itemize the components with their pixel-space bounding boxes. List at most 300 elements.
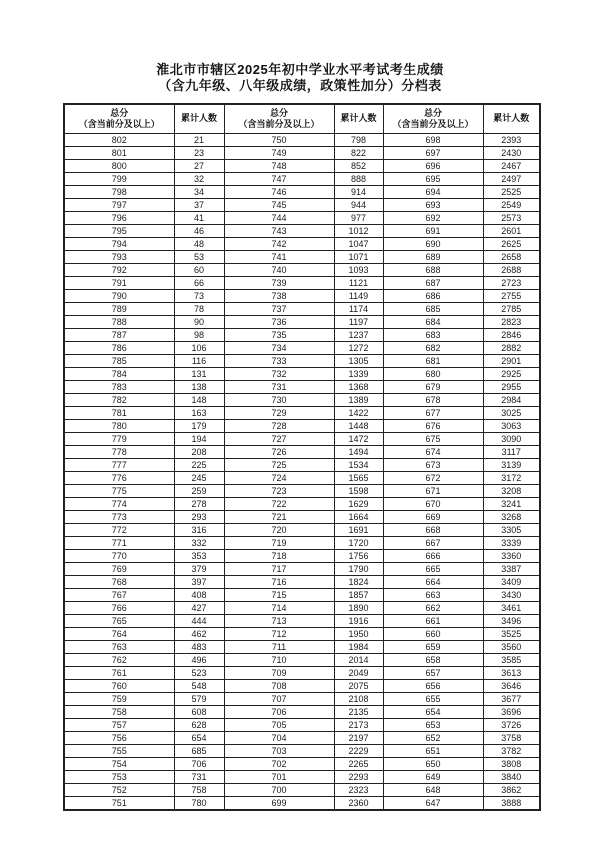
count-cell: 32 xyxy=(174,172,224,185)
score-cell: 796 xyxy=(64,211,174,224)
count-cell: 3117 xyxy=(483,445,540,458)
count-cell: 3360 xyxy=(483,549,540,562)
count-cell: 2846 xyxy=(483,328,540,341)
count-cell: 1664 xyxy=(334,510,383,523)
score-cell: 793 xyxy=(64,250,174,263)
count-cell: 1691 xyxy=(334,523,383,536)
score-header-1 xyxy=(64,104,174,133)
count-cell: 179 xyxy=(174,419,224,432)
count-cell: 3090 xyxy=(483,432,540,445)
table-row xyxy=(64,679,540,692)
score-cell: 716 xyxy=(224,575,334,588)
score-cell: 721 xyxy=(224,510,334,523)
count-cell: 3409 xyxy=(483,575,540,588)
score-cell: 775 xyxy=(64,484,174,497)
score-cell: 687 xyxy=(383,276,483,289)
score-cell: 730 xyxy=(224,393,334,406)
score-cell: 783 xyxy=(64,380,174,393)
score-cell: 665 xyxy=(383,562,483,575)
count-cell: 1272 xyxy=(334,341,383,354)
table-row xyxy=(64,432,540,445)
table-row xyxy=(64,315,540,328)
table-header-row xyxy=(64,104,540,133)
count-cell: 3305 xyxy=(483,523,540,536)
score-cell: 731 xyxy=(224,380,334,393)
table-row xyxy=(64,614,540,627)
score-cell: 773 xyxy=(64,510,174,523)
score-cell: 758 xyxy=(64,705,174,718)
count-cell: 2549 xyxy=(483,198,540,211)
count-cell: 2135 xyxy=(334,705,383,718)
table-row xyxy=(64,445,540,458)
score-cell: 725 xyxy=(224,458,334,471)
table-row xyxy=(64,627,540,640)
score-cell: 787 xyxy=(64,328,174,341)
score-cell: 777 xyxy=(64,458,174,471)
table-row xyxy=(64,471,540,484)
score-cell: 742 xyxy=(224,237,334,250)
score-cell: 682 xyxy=(383,341,483,354)
table-row xyxy=(64,198,540,211)
score-cell: 798 xyxy=(64,185,174,198)
table-row xyxy=(64,211,540,224)
score-cell: 701 xyxy=(224,770,334,783)
table-row xyxy=(64,757,540,770)
count-cell: 548 xyxy=(174,679,224,692)
count-cell: 34 xyxy=(174,185,224,198)
table-row xyxy=(64,276,540,289)
count-cell: 1422 xyxy=(334,406,383,419)
score-cell: 789 xyxy=(64,302,174,315)
table-row xyxy=(64,302,540,315)
count-cell: 1720 xyxy=(334,536,383,549)
score-cell: 797 xyxy=(64,198,174,211)
table-row xyxy=(64,159,540,172)
score-cell: 695 xyxy=(383,172,483,185)
count-cell: 579 xyxy=(174,692,224,705)
count-cell: 208 xyxy=(174,445,224,458)
count-cell: 2430 xyxy=(483,146,540,159)
count-cell: 225 xyxy=(174,458,224,471)
score-cell: 689 xyxy=(383,250,483,263)
count-cell: 496 xyxy=(174,653,224,666)
score-cell: 788 xyxy=(64,315,174,328)
score-cell: 654 xyxy=(383,705,483,718)
score-cell: 715 xyxy=(224,588,334,601)
count-cell: 1984 xyxy=(334,640,383,653)
score-cell: 774 xyxy=(64,497,174,510)
score-cell: 676 xyxy=(383,419,483,432)
count-cell: 2723 xyxy=(483,276,540,289)
score-cell: 699 xyxy=(224,796,334,810)
count-cell: 1389 xyxy=(334,393,383,406)
score-cell: 709 xyxy=(224,666,334,679)
count-cell: 148 xyxy=(174,393,224,406)
score-cell: 743 xyxy=(224,224,334,237)
score-header-sublabel: （含当前分及以上） xyxy=(238,118,320,129)
table-row xyxy=(64,601,540,614)
score-cell: 729 xyxy=(224,406,334,419)
count-cell: 259 xyxy=(174,484,224,497)
table-row xyxy=(64,341,540,354)
count-cell: 1047 xyxy=(334,237,383,250)
table-row xyxy=(64,497,540,510)
score-cell: 784 xyxy=(64,367,174,380)
score-cell: 675 xyxy=(383,432,483,445)
table-row xyxy=(64,731,540,744)
count-cell: 2785 xyxy=(483,302,540,315)
count-cell: 3888 xyxy=(483,796,540,810)
score-cell: 712 xyxy=(224,627,334,640)
score-cell: 778 xyxy=(64,445,174,458)
table-row xyxy=(64,328,540,341)
count-cell: 3726 xyxy=(483,718,540,731)
score-cell: 672 xyxy=(383,471,483,484)
score-cell: 733 xyxy=(224,354,334,367)
score-cell: 661 xyxy=(383,614,483,627)
score-cell: 739 xyxy=(224,276,334,289)
count-cell: 1857 xyxy=(334,588,383,601)
table-row xyxy=(64,133,540,146)
count-cell: 2573 xyxy=(483,211,540,224)
score-header-sublabel: （含当前分及以上） xyxy=(78,118,160,129)
score-cell: 702 xyxy=(224,757,334,770)
score-cell: 657 xyxy=(383,666,483,679)
table-row xyxy=(64,185,540,198)
count-cell: 316 xyxy=(174,523,224,536)
score-cell: 740 xyxy=(224,263,334,276)
table-row xyxy=(64,484,540,497)
count-cell: 2173 xyxy=(334,718,383,731)
score-cell: 650 xyxy=(383,757,483,770)
count-cell: 3862 xyxy=(483,783,540,796)
count-cell: 1093 xyxy=(334,263,383,276)
score-cell: 749 xyxy=(224,146,334,159)
score-cell: 790 xyxy=(64,289,174,302)
score-cell: 760 xyxy=(64,679,174,692)
score-cell: 765 xyxy=(64,614,174,627)
count-cell: 245 xyxy=(174,471,224,484)
count-cell: 758 xyxy=(174,783,224,796)
count-cell: 1890 xyxy=(334,601,383,614)
score-cell: 655 xyxy=(383,692,483,705)
score-cell: 718 xyxy=(224,549,334,562)
score-cell: 757 xyxy=(64,718,174,731)
score-cell: 664 xyxy=(383,575,483,588)
count-cell: 2075 xyxy=(334,679,383,692)
score-cell: 762 xyxy=(64,653,174,666)
count-cell: 116 xyxy=(174,354,224,367)
score-cell: 691 xyxy=(383,224,483,237)
score-cell: 792 xyxy=(64,263,174,276)
count-cell: 2467 xyxy=(483,159,540,172)
score-cell: 744 xyxy=(224,211,334,224)
count-cell: 1339 xyxy=(334,367,383,380)
score-cell: 763 xyxy=(64,640,174,653)
score-cell: 747 xyxy=(224,172,334,185)
score-cell: 728 xyxy=(224,419,334,432)
score-cell: 727 xyxy=(224,432,334,445)
score-cell: 737 xyxy=(224,302,334,315)
count-cell: 98 xyxy=(174,328,224,341)
count-cell: 293 xyxy=(174,510,224,523)
count-cell: 1565 xyxy=(334,471,383,484)
count-cell: 3808 xyxy=(483,757,540,770)
score-header-label: 总分 xyxy=(110,107,129,118)
score-cell: 800 xyxy=(64,159,174,172)
count-cell: 3560 xyxy=(483,640,540,653)
count-cell: 73 xyxy=(174,289,224,302)
count-cell: 1121 xyxy=(334,276,383,289)
count-cell: 23 xyxy=(174,146,224,159)
score-cell: 653 xyxy=(383,718,483,731)
count-cell: 3840 xyxy=(483,770,540,783)
score-cell: 717 xyxy=(224,562,334,575)
score-cell: 673 xyxy=(383,458,483,471)
table-row xyxy=(64,718,540,731)
table-row xyxy=(64,250,540,263)
table-row xyxy=(64,770,540,783)
score-cell: 751 xyxy=(64,796,174,810)
table-row xyxy=(64,783,540,796)
count-cell: 278 xyxy=(174,497,224,510)
score-cell: 726 xyxy=(224,445,334,458)
score-cell: 690 xyxy=(383,237,483,250)
count-cell: 1174 xyxy=(334,302,383,315)
score-cell: 785 xyxy=(64,354,174,367)
score-cell: 752 xyxy=(64,783,174,796)
count-cell: 822 xyxy=(334,146,383,159)
count-cell: 2293 xyxy=(334,770,383,783)
count-cell: 379 xyxy=(174,562,224,575)
table-row xyxy=(64,588,540,601)
score-cell: 688 xyxy=(383,263,483,276)
score-cell: 708 xyxy=(224,679,334,692)
count-cell: 1149 xyxy=(334,289,383,302)
score-cell: 686 xyxy=(383,289,483,302)
count-cell: 1756 xyxy=(334,549,383,562)
score-cell: 711 xyxy=(224,640,334,653)
score-cell: 766 xyxy=(64,601,174,614)
score-cell: 769 xyxy=(64,562,174,575)
count-cell: 462 xyxy=(174,627,224,640)
score-cell: 741 xyxy=(224,250,334,263)
count-cell: 780 xyxy=(174,796,224,810)
score-cell: 736 xyxy=(224,315,334,328)
score-cell: 700 xyxy=(224,783,334,796)
count-cell: 46 xyxy=(174,224,224,237)
score-cell: 791 xyxy=(64,276,174,289)
count-cell: 2049 xyxy=(334,666,383,679)
count-header-3: 累计人数 xyxy=(483,104,540,133)
table-row xyxy=(64,796,540,810)
count-cell: 41 xyxy=(174,211,224,224)
count-cell: 2901 xyxy=(483,354,540,367)
count-cell: 2323 xyxy=(334,783,383,796)
count-cell: 3585 xyxy=(483,653,540,666)
table-row xyxy=(64,575,540,588)
score-cell: 734 xyxy=(224,341,334,354)
score-cell: 649 xyxy=(383,770,483,783)
table-row xyxy=(64,653,540,666)
count-cell: 523 xyxy=(174,666,224,679)
score-cell: 781 xyxy=(64,406,174,419)
score-cell: 779 xyxy=(64,432,174,445)
score-cell: 750 xyxy=(224,133,334,146)
score-cell: 652 xyxy=(383,731,483,744)
score-cell: 794 xyxy=(64,237,174,250)
count-cell: 1494 xyxy=(334,445,383,458)
score-distribution-table xyxy=(63,103,541,811)
score-cell: 714 xyxy=(224,601,334,614)
count-cell: 3696 xyxy=(483,705,540,718)
table-row xyxy=(64,406,540,419)
table-row xyxy=(64,562,540,575)
count-cell: 654 xyxy=(174,731,224,744)
table-row xyxy=(64,510,540,523)
count-cell: 78 xyxy=(174,302,224,315)
score-cell: 648 xyxy=(383,783,483,796)
score-cell: 697 xyxy=(383,146,483,159)
count-cell: 3339 xyxy=(483,536,540,549)
count-cell: 1368 xyxy=(334,380,383,393)
score-header-2 xyxy=(224,104,334,133)
score-cell: 756 xyxy=(64,731,174,744)
score-cell: 681 xyxy=(383,354,483,367)
score-cell: 698 xyxy=(383,133,483,146)
score-cell: 755 xyxy=(64,744,174,757)
count-cell: 444 xyxy=(174,614,224,627)
count-cell: 3758 xyxy=(483,731,540,744)
table-row xyxy=(64,224,540,237)
title-line-1: 淮北市市辖区2025年初中学业水平考试考生成绩 xyxy=(156,62,444,77)
count-cell: 2823 xyxy=(483,315,540,328)
score-cell: 710 xyxy=(224,653,334,666)
score-cell: 753 xyxy=(64,770,174,783)
table-row xyxy=(64,146,540,159)
score-cell: 776 xyxy=(64,471,174,484)
count-cell: 2658 xyxy=(483,250,540,263)
score-cell: 679 xyxy=(383,380,483,393)
count-cell: 408 xyxy=(174,588,224,601)
count-cell: 1071 xyxy=(334,250,383,263)
count-cell: 2755 xyxy=(483,289,540,302)
table-row xyxy=(64,536,540,549)
score-cell: 671 xyxy=(383,484,483,497)
count-cell: 2625 xyxy=(483,237,540,250)
count-cell: 60 xyxy=(174,263,224,276)
score-cell: 801 xyxy=(64,146,174,159)
score-cell: 659 xyxy=(383,640,483,653)
count-cell: 3782 xyxy=(483,744,540,757)
table-row xyxy=(64,744,540,757)
count-cell: 1824 xyxy=(334,575,383,588)
count-cell: 3241 xyxy=(483,497,540,510)
score-cell: 694 xyxy=(383,185,483,198)
count-cell: 2955 xyxy=(483,380,540,393)
score-table-body xyxy=(64,133,540,810)
score-cell: 684 xyxy=(383,315,483,328)
table-row xyxy=(64,692,540,705)
score-cell: 667 xyxy=(383,536,483,549)
table-row xyxy=(64,172,540,185)
score-cell: 674 xyxy=(383,445,483,458)
count-cell: 2197 xyxy=(334,731,383,744)
count-cell: 2108 xyxy=(334,692,383,705)
table-row xyxy=(64,458,540,471)
score-cell: 658 xyxy=(383,653,483,666)
count-cell: 1472 xyxy=(334,432,383,445)
count-cell: 3025 xyxy=(483,406,540,419)
score-cell: 669 xyxy=(383,510,483,523)
score-cell: 768 xyxy=(64,575,174,588)
table-row xyxy=(64,367,540,380)
score-cell: 706 xyxy=(224,705,334,718)
score-cell: 754 xyxy=(64,757,174,770)
count-cell: 2688 xyxy=(483,263,540,276)
table-row xyxy=(64,419,540,432)
count-cell: 332 xyxy=(174,536,224,549)
table-row xyxy=(64,666,540,679)
count-cell: 1629 xyxy=(334,497,383,510)
count-cell: 2265 xyxy=(334,757,383,770)
count-cell: 3208 xyxy=(483,484,540,497)
score-cell: 670 xyxy=(383,497,483,510)
table-row xyxy=(64,549,540,562)
count-cell: 852 xyxy=(334,159,383,172)
score-cell: 696 xyxy=(383,159,483,172)
score-cell: 707 xyxy=(224,692,334,705)
document-title xyxy=(0,62,600,94)
score-cell: 772 xyxy=(64,523,174,536)
score-cell: 722 xyxy=(224,497,334,510)
score-cell: 662 xyxy=(383,601,483,614)
count-cell: 66 xyxy=(174,276,224,289)
score-cell: 759 xyxy=(64,692,174,705)
count-cell: 3430 xyxy=(483,588,540,601)
score-cell: 738 xyxy=(224,289,334,302)
score-cell: 786 xyxy=(64,341,174,354)
count-cell: 3496 xyxy=(483,614,540,627)
score-cell: 748 xyxy=(224,159,334,172)
table-row xyxy=(64,289,540,302)
count-cell: 1950 xyxy=(334,627,383,640)
score-cell: 732 xyxy=(224,367,334,380)
score-cell: 746 xyxy=(224,185,334,198)
score-cell: 782 xyxy=(64,393,174,406)
score-header-3 xyxy=(383,104,483,133)
count-cell: 138 xyxy=(174,380,224,393)
count-cell: 2014 xyxy=(334,653,383,666)
count-cell: 483 xyxy=(174,640,224,653)
score-cell: 799 xyxy=(64,172,174,185)
count-cell: 3525 xyxy=(483,627,540,640)
count-cell: 1197 xyxy=(334,315,383,328)
score-cell: 666 xyxy=(383,549,483,562)
score-cell: 703 xyxy=(224,744,334,757)
count-cell: 106 xyxy=(174,341,224,354)
count-cell: 37 xyxy=(174,198,224,211)
score-cell: 745 xyxy=(224,198,334,211)
score-cell: 795 xyxy=(64,224,174,237)
count-cell: 2984 xyxy=(483,393,540,406)
count-cell: 608 xyxy=(174,705,224,718)
score-cell: 678 xyxy=(383,393,483,406)
count-cell: 888 xyxy=(334,172,383,185)
score-header-sublabel: （含当前分及以上） xyxy=(392,118,474,129)
count-cell: 27 xyxy=(174,159,224,172)
count-cell: 90 xyxy=(174,315,224,328)
